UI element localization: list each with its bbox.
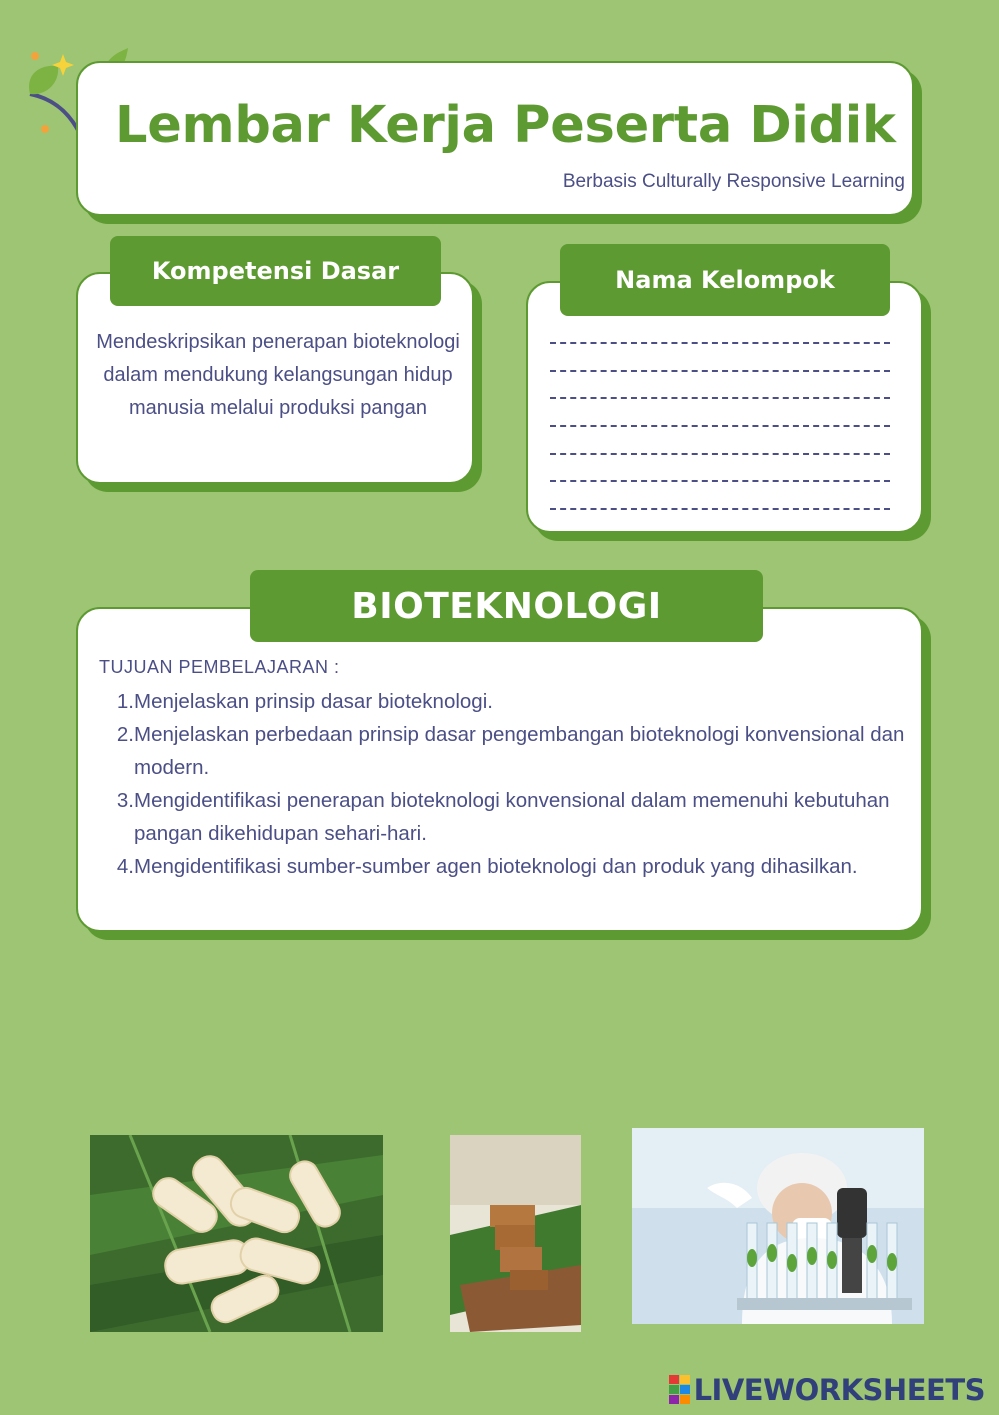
kompetensi-tab [110,236,441,306]
kelompok-label: Nama Kelompok [615,266,835,294]
goal-text: Menjelaskan prinsip dasar bioteknologi. [134,690,493,713]
kompetensi-label: Kompetensi Dasar [151,257,400,285]
name-line[interactable] [550,480,890,482]
liveworksheets-logo [669,1373,985,1407]
bioteknologi-tab [250,570,763,642]
kompetensi-text: Mendeskripsikan penerapan bioteknologi dalam mendukung kelangsungan hidup manusia melalui produksi pangan [96,331,460,419]
photo-jenang [450,1135,581,1332]
photo-laboratory [632,1128,924,1324]
goal-item [110,685,493,718]
goal-number: 3. [116,789,134,812]
goal-text: Mengidentifikasi penerapan bioteknologi konvensional dalam memenuhi kebutuhan pangan dikehidupan sehari-hari. [134,789,890,845]
goal-item [110,784,890,845]
page-subtitle: Berbasis Culturally Responsive Learning [562,171,905,192]
goal-text: Mengidentifikasi sumber-sumber agen bioteknologi dan produk yang dihasilkan. [134,855,858,878]
kelompok-card [526,281,923,533]
goal-number: 2. [116,723,134,746]
photo-tape-singkong [90,1135,383,1332]
page-title: Lembar Kerja Peserta Didik [115,96,896,155]
goals-label: TUJUAN PEMBELAJARAN : [99,657,340,677]
name-line[interactable] [550,397,890,399]
goal-item [110,718,905,779]
bioteknologi-label: BIOTEKNOLOGI [351,585,662,627]
liveworksheets-icon [669,1375,691,1405]
goal-number: 1. [116,690,134,713]
goal-text: Menjelaskan perbedaan prinsip dasar pengembangan bioteknologi konvensional dan modern. [134,723,905,779]
goal-number: 4. [116,855,134,878]
name-line[interactable] [550,342,890,344]
goal-item [110,850,858,883]
name-line[interactable] [550,508,890,510]
kelompok-tab [560,244,890,316]
name-line[interactable] [550,453,890,455]
name-line[interactable] [550,370,890,372]
name-line[interactable] [550,425,890,427]
liveworksheets-text: LIVEWORKSHEETS [693,1373,985,1407]
